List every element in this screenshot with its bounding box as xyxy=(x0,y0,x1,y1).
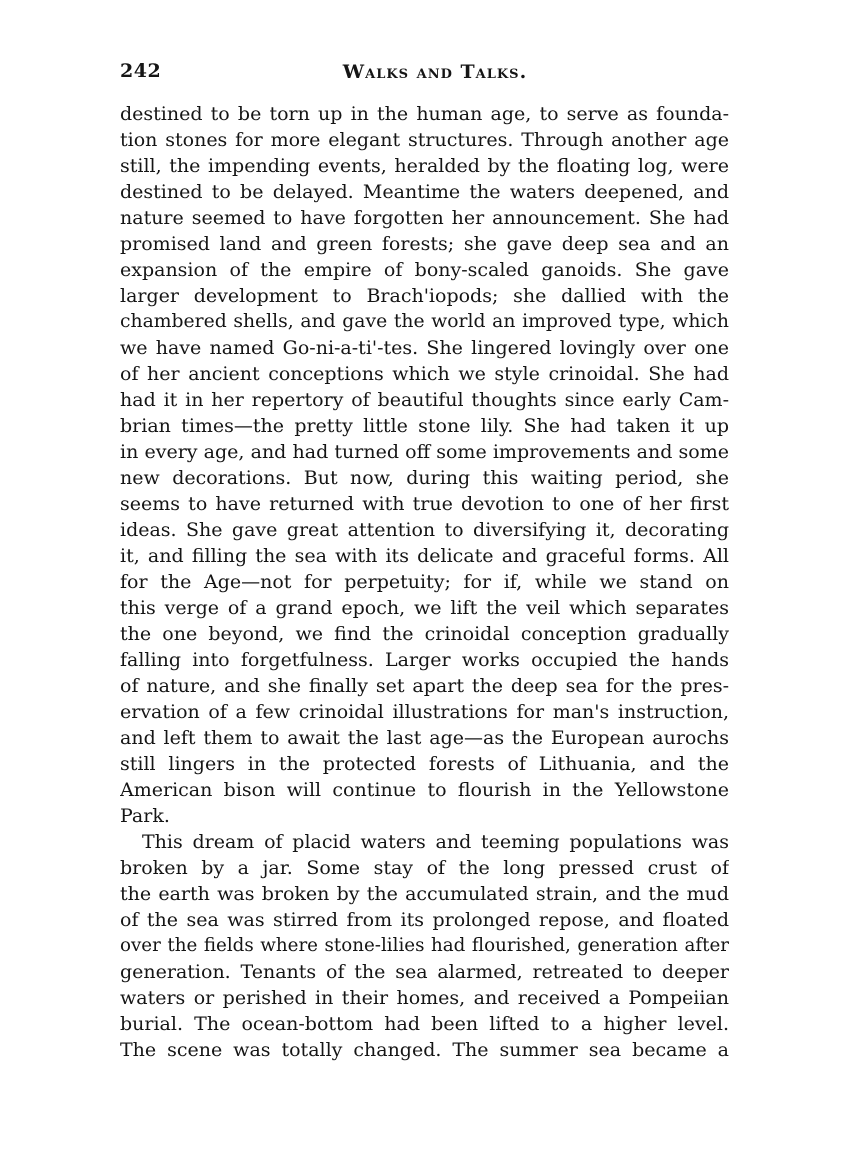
text-line: generation. Tenants of the sea alarmed, retreated to deeper xyxy=(120,961,729,983)
text-line: had it in her repertory of beautiful thoughts since early Cam- xyxy=(120,389,729,411)
text-line: destined to be delayed. Meantime the waters deepened, and xyxy=(120,181,729,203)
text-line: new decorations. But now, during this waiting period, she xyxy=(120,467,729,489)
text-line: expansion of the empire of bony-scaled ganoids. She gave xyxy=(120,259,729,281)
text-line: chambered shells, and gave the world an improved type, which xyxy=(120,311,729,332)
text-line: in every age, and had turned off some improvements and some xyxy=(120,441,729,463)
text-line: falling into forgetfulness. Larger works occupied the hands xyxy=(120,649,729,671)
text-line: and left them to await the last age—as the European aurochs xyxy=(120,727,729,749)
text-line: the earth was broken by the accumulated strain, and the mud xyxy=(120,883,729,905)
text-line: of her ancient conceptions which we style crinoidal. She had xyxy=(120,363,729,385)
paragraph xyxy=(120,829,729,1063)
text-line: destined to be torn up in the human age, to serve as founda- xyxy=(120,103,729,125)
text-line: The scene was totally changed. The summer sea became a xyxy=(120,1039,729,1061)
text-line: it, and filling the sea with its delicate and graceful forms. All xyxy=(120,545,729,567)
text-line: still, the impending events, heralded by the floating log, were xyxy=(120,155,729,177)
text-line: of the sea was stirred from its prolonged repose, and floated xyxy=(120,909,729,931)
text-line: ideas. She gave great attention to diversifying it, decorating xyxy=(120,519,729,541)
text-line: promised land and green forests; she gave deep sea and an xyxy=(120,233,729,255)
running-head: Walks and Talks. xyxy=(342,61,528,83)
text-line: over the fields where stone-lilies had flourished, generation after xyxy=(120,935,729,956)
paragraph xyxy=(120,101,729,829)
text-line: Park. xyxy=(120,805,170,827)
page-header xyxy=(120,60,730,90)
text-line: waters or perished in their homes, and received a Pompeiian xyxy=(120,987,729,1009)
text-line: broken by a jar. Some stay of the long pressed crust of xyxy=(120,857,729,879)
text-line: still lingers in the protected forests of Lithuania, and the xyxy=(120,753,729,775)
text-line: this verge of a grand epoch, we lift the veil which separates xyxy=(120,597,729,619)
text-line: American bison will continue to flourish in the Yellowstone xyxy=(120,779,729,801)
text-line: larger development to Brach'iopods; she dallied with the xyxy=(120,285,729,307)
text-line: burial. The ocean-bottom had been lifted to a higher level. xyxy=(120,1013,729,1035)
text-line: tion stones for more elegant structures. Through another age xyxy=(120,129,729,151)
text-line: we have named Go-ni-a-ti'-tes. She lingered lovingly over one xyxy=(120,337,729,359)
body-text xyxy=(120,101,729,1063)
text-line: nature seemed to have forgotten her announcement. She had xyxy=(120,207,729,229)
text-line: the one beyond, we find the crinoidal conception gradually xyxy=(120,623,729,645)
text-line: brian times—the pretty little stone lily. She had taken it up xyxy=(120,415,729,437)
text-line: seems to have returned with true devotion to one of her first xyxy=(120,493,729,515)
text-line: of nature, and she finally set apart the deep sea for the pres- xyxy=(120,675,729,697)
text-line: ervation of a few crinoidal illustrations for man's instruction, xyxy=(120,701,729,723)
text-line: This dream of placid waters and teeming populations was xyxy=(142,831,729,853)
text-line: for the Age—not for perpetuity; for if, while we stand on xyxy=(120,571,729,593)
page-number: 242 xyxy=(120,60,162,82)
